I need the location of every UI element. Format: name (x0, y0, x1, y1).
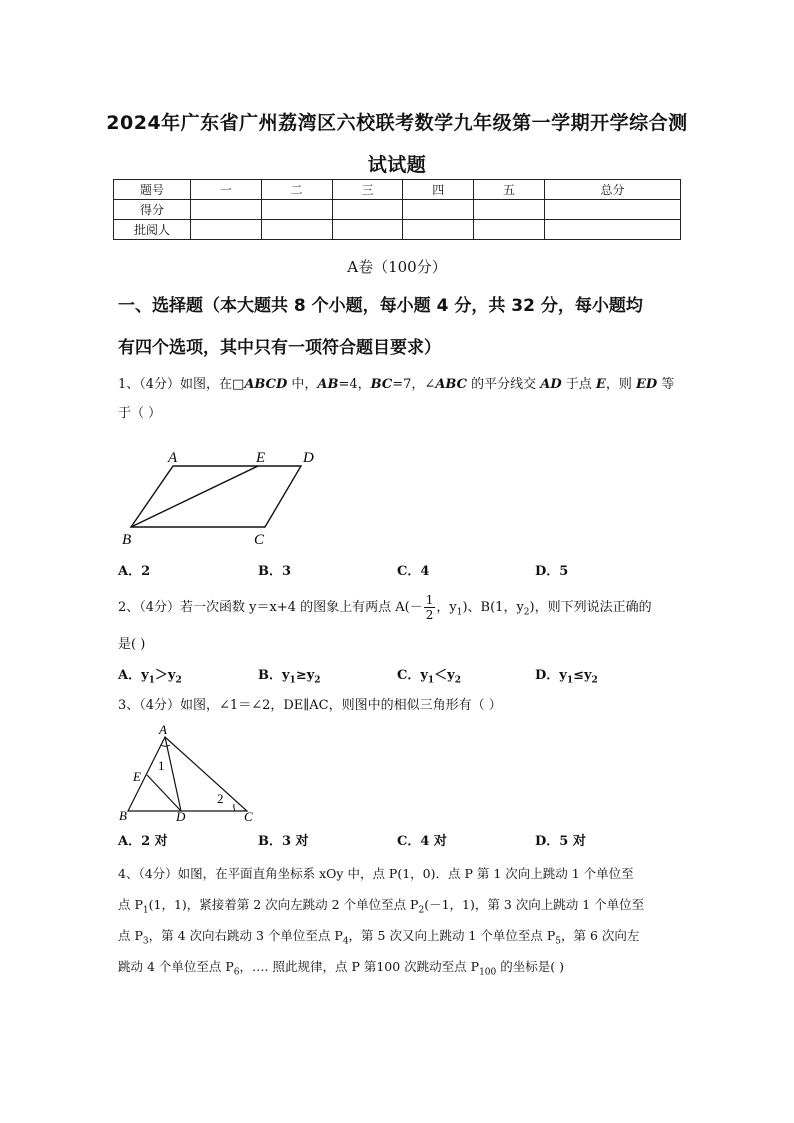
label-c: C (254, 532, 265, 548)
q4-text-line3: 点 $P_3$，第 4 次向右跳动 3 个单位至点 $P_4$，第 5 次又向上跳动 1 个单位至点 $P_5$，第 6 次向左 (118, 928, 640, 947)
score-cell[interactable] (261, 220, 332, 240)
section-heading-line1: 一、选择题（本大题共 8 个小题，每小题 4 分，共 32 分，每小题均 (118, 296, 643, 316)
score-cell[interactable] (544, 200, 680, 220)
bisector-be (131, 466, 258, 527)
score-header-cell: 题号 (114, 180, 191, 200)
label-e: E (133, 769, 141, 784)
label-a: A (168, 450, 178, 466)
q1-option-c[interactable]: C．4 (397, 564, 430, 579)
score-header-cell: 二 (261, 180, 332, 200)
score-header-cell: 五 (474, 180, 545, 200)
volume-label: A卷（100分） (347, 258, 447, 276)
segment-ad (165, 737, 181, 811)
q2-option-d[interactable]: D．$y_1\le y_2$ (535, 668, 598, 686)
q1-parallelogram-figure (118, 445, 338, 550)
label-d: D (176, 809, 186, 824)
exam-title-line2: 试试题 (367, 154, 427, 176)
q3-option-b[interactable]: B．3 对 (258, 834, 309, 849)
triangle-abc (128, 737, 247, 811)
score-cell[interactable] (261, 200, 332, 220)
angle-1-label: 1 (158, 758, 165, 773)
score-cell[interactable] (332, 200, 403, 220)
q2-option-b[interactable]: B．$y_1\ge y_2$ (258, 668, 321, 686)
q2-text: 2、（4分）若一次函数 y＝x+4 的图象上有两点 A(－ $\frac{1}{2}$ ，$y_1$)、B(1，$y_2$)，则下列说法正确的 (118, 593, 652, 622)
q3-text: 3、（4分）如图，∠1＝∠2，DE∥AC，则图中的相似三角形有（ ） (118, 698, 502, 713)
segment-de (147, 775, 181, 811)
parallelogram-abcd (131, 466, 301, 527)
score-cell[interactable] (403, 220, 474, 240)
section-heading-line2: 有四个选项，其中只有一项符合题目要求） (118, 338, 441, 358)
score-cell[interactable] (191, 200, 262, 220)
q3-triangle-figure (118, 722, 263, 825)
score-cell[interactable] (403, 200, 474, 220)
score-header-cell: 一 (191, 180, 262, 200)
label-d: D (303, 450, 314, 466)
score-header-cell: 四 (403, 180, 474, 200)
q4-text-line2: 点 $P_1(1$，1)，紧接着第 2 次向左跳动 2 个单位至点 $P_2(-1$，1)，第 3 次向上跳动 1 个单位至 (118, 897, 645, 916)
score-table (113, 179, 681, 240)
score-header-cell: 三 (332, 180, 403, 200)
angle-1-arc (161, 745, 170, 746)
q2-option-c[interactable]: C．$y_1<y_2$ (397, 668, 461, 686)
score-cell[interactable] (474, 200, 545, 220)
angle-2-arc (234, 804, 235, 811)
label-e: E (256, 450, 266, 466)
label-a: A (159, 722, 167, 737)
score-cell[interactable] (332, 220, 403, 240)
angle-2-label: 2 (217, 791, 224, 806)
label-b: B (122, 532, 132, 548)
score-cell[interactable] (191, 220, 262, 240)
score-header-cell: 总分 (544, 180, 680, 200)
score-table-row (114, 200, 681, 220)
q3-option-a[interactable]: A．2 对 (118, 834, 168, 849)
q2-text-line2: 是( ) (118, 637, 146, 652)
score-row-label: 批阅人 (114, 220, 191, 240)
q4-text-line4: 跳动 4 个单位至点 $P_6$，…. 照此规律，点 P 第100 次跳动至点 $P_{100}$ 的坐标是( ) (118, 959, 564, 978)
q1-text: 1、（4分）如图，在□ABCD 中，AB=4，BC=7，∠ABC 的平分线交 AD 于点 E，则 ED 等 (118, 377, 675, 392)
q1-option-b[interactable]: B．3 (258, 564, 292, 579)
score-table-header-row (114, 180, 681, 200)
label-b: B (119, 808, 127, 823)
score-row-label: 得分 (114, 200, 191, 220)
q1-option-a[interactable]: A．2 (118, 564, 151, 579)
q2-option-a[interactable]: A．$y_1>y_2$ (118, 668, 182, 686)
exam-title-line1: 2024年广东省广州荔湾区六校联考数学九年级第一学期开学综合测 (106, 112, 688, 134)
score-cell[interactable] (474, 220, 545, 240)
q3-option-d[interactable]: D．5 对 (535, 834, 586, 849)
q1-option-d[interactable]: D．5 (535, 564, 569, 579)
score-table-row (114, 220, 681, 240)
fraction-one-half: $\frac{1}{2}$ (425, 593, 434, 622)
q4-text-line1: 4、（4分）如图，在平面直角坐标系 xOy 中，点 P(1，0)．点 P 第 1 次向上跳动 1 个单位至 (118, 866, 634, 881)
score-cell[interactable] (544, 220, 680, 240)
q1-text-line2: 于（ ） (118, 406, 162, 421)
q3-option-c[interactable]: C．4 对 (397, 834, 447, 849)
label-c: C (244, 809, 253, 824)
